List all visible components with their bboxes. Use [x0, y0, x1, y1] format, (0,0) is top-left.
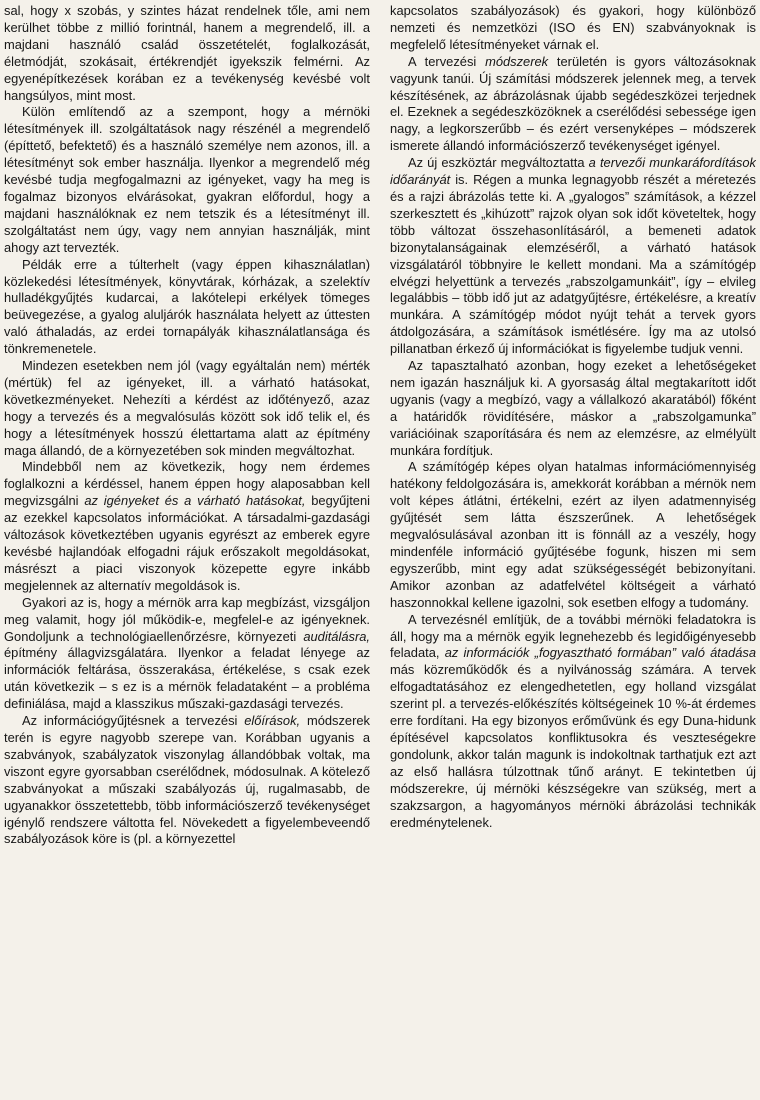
emphasized-text: auditálásra,	[303, 628, 370, 644]
paragraph	[390, 3, 756, 54]
paragraph	[390, 155, 756, 358]
text-run: A tervezési	[408, 53, 486, 69]
text-run: Külön említendő az a szempont, hogy a mérnöki létesítmények ill. szolgáltatások nagy részénél a megrendelő (építtető, befektető) és a használó személye nem azonos, ill. a létesítményt sok ember használja. Ilyenkor a megrendelő még kevésbé tudja megfogalmazni az igényeket, vagy ha meg is fogalmaz bizonyos elvárásokat, gyakran előfordul, hogy a majdani használóknak ez nem tetszik és a létesítményt ill. szolgáltatást nem úgy, vagy nem annyian használják, mint ahogy azt tervezték.	[4, 104, 370, 255]
paragraph	[4, 595, 370, 713]
right-column	[390, 3, 756, 1100]
emphasized-text: módszerek	[485, 53, 549, 69]
paragraph	[390, 54, 756, 155]
text-run: más közreműködők és a nyilvánosság számára. A tervek elfogadtatásához ez elengedhetetlen, egy holland vizsgálat szerint pl. a tervezés-előkészítés költségeinek 10 %-át érdemes erre fordítani. Ha egy bizonyos erőművünk és egy Duna-hidunk építésével kapcsolatos konfliktusokra és veszteségekre gondolunk, akkor talán magunk is indokoltnak tarthatjuk ezt azt az első hallásra túlzottnak tűnő arányt. E tekintetben új módszerekre, új mérnöki készségekre van szükség, mert a szakzsargon, a hagyományos mérnöki ábrázolási technikák eredménytelenek.	[390, 662, 756, 830]
paragraph	[390, 358, 756, 459]
text-run: kapcsolatos szabályozások) és gyakori, hogy különböző nemzeti és nemzetközi (ISO és EN) szabványoknak is megfelelő létesítményeket várnak el.	[390, 3, 756, 52]
paragraph	[390, 459, 756, 611]
text-run: sal, hogy x szobás, y szintes házat rendelnek tőle, ami nem kerülhet többe z millió forintnál, hanem a megrendelő, ill. a majdani használó család összetételét, foglalkozását, életmódját, szokásait, értékrendjét igyekszik felmérni. Az egyenépítkezések korában ez a tevékenység kevésbé volt hangsúlyos, mint most.	[4, 3, 370, 103]
emphasized-text: a tervezői munkaráfordítások időarányát	[390, 155, 756, 188]
text-run: területén is gyors változásoknak vagyunk tanúi. Új számítási módszerek jelennek meg, a tervek készítésének, az ábrázolásnak újabb segédeszközei terjednek el. Ezeknek a segédeszközöknek a cserélődési sebessége igen nagy, a legkorszerűbb – és ezért versenyképes – módszerek ismerete állandó információszerző tevékenységet igényel.	[390, 53, 756, 154]
text-run: Az tapasztalható azonban, hogy ezeket a lehetőségeket nem igazán használjuk ki. A gyorsaság által megtakarított időt ugyanis (vagy a megbízó, vagy a vállalkozó akaratából) főként a határidők rövidítésére, máskor a „rabszolgamunka” variációinak szaporítására és nem az elemzésre, az elmélyült munkára fordítjuk.	[390, 358, 756, 458]
paragraph	[390, 612, 756, 832]
text-run: építmény állagvizsgálatára. Ilyenkor a feladat lényege az információk feltárása, összerakása, értékelése, s csak ezek után következik – s ez is a mérnök feladataként – a probléma definiálása, majd a klasszikus műszaki-gazdasági tervezés.	[4, 645, 370, 712]
emphasized-text: előírások,	[244, 713, 301, 729]
paragraph	[4, 104, 370, 256]
emphasized-text: az információk „fogyasztható formában” való átadása	[444, 645, 756, 661]
paragraph	[4, 713, 370, 848]
paragraph	[4, 459, 370, 594]
text-run: Példák erre a túlterhelt (vagy éppen kihasználatlan) közlekedési létesítmények, könyvtárak, kórházak, a szelektív hulladékgyűjtés kudarcai, a lakótelepi erkélyek tömeges beüvegezése, a gyalog aluljárók használata helyett az úttesten való áthaladás, az erdei tornapályák kihasználatlansága és tönkremenetele.	[4, 256, 370, 357]
text-run: A számítógép képes olyan hatalmas információmennyiség hatékony feldolgozására is, amekkorát korábban a mérnök nem volt képes átlátni, értékelni, ezért az ilyen adatmennyiség gyűjtését sem látta észszerűnek. A lehetőségek megvalósulásával azonban itt is fönnáll az a veszély, hogy mindenféle információ gyűjtésébe fogunk, hiszen mi sem egyszerűbb, mint egy adat szükségességét bebizonyítani. Amikor azonban az adatfelvétel költségeit a várható haszonnokkal kellene igazolni, sok esetben elfogy a tudomány.	[390, 459, 756, 610]
text-run: Az új eszköztár megváltoztatta	[408, 155, 589, 171]
text-run: begyűjteni az ezekkel kapcsolatos információkat. A társadalmi-gazdasági változások következtében ugyanis egyrészt az emberek egyre kevésbé hajlandóak elfogadni rájuk erőszakolt megoldásokat, másrészt a piaci viszonyok közepette egyre inkább megjelennek az alternatív megoldások is.	[4, 493, 370, 593]
text-run: Mindezen esetekben nem jól (vagy egyáltalán nem) mérték (mértük) fel az igényeket, ill. a várható hatásokat, következményeket. Nehezíti a kérdést az időtényező, azaz hogy a tervezés és a megvalósulás között sok idő telik el, és hogy a létesítmények hosszú élettartama alatt az építmény maga állandó, de a környezetében sok minden megváltozhat.	[4, 358, 370, 458]
text-run: A tervezésnél említjük, de a további mérnöki feladatokra is áll, hogy ma a mérnök egyik legnehezebb és legidőigényesebb feladata,	[390, 611, 756, 661]
text-run: módszerek terén is egyre nagyobb szerepe van. Korábban ugyanis a szabványok, szabályzatok viszonylag állandóbbak voltak, ma viszont egyre gyorsabban cserélődnek, módosulnak. A kötelező szabványokat a műszaki szabályozás új, rugalmasabb, de ugyanakkor összetettebb, több információszerző tevékenységet igénylő rendszere váltotta fel. Növekedett a figyelembeveendő szabályozások köre is (pl. a környezettel	[4, 713, 370, 847]
paragraph	[4, 257, 370, 358]
paragraph	[4, 3, 370, 104]
text-run: is. Régen a munka legnagyobb részét a méretezés és a rajzi ábrázolás tette ki. A „gyalogos” számítások, a kézzel szerkesztett és „kihúzott” rajzok olyan sok időt követeltek, hogy több változat összehasonlításáról, a bemeneti adatok bizonytalanságainak elemzéséről, a várható hatások vizsgálatáról többnyire le kellett mondani. Ma a számítógép elvégzi helyettünk a tervezés „rabszolgamunkáit”, így – elvileg legalábbis – több idő jut az adatgyűjtésre, értékelésre, a kreatív munkára. A számítógép módot nyújt tehát a tervek gyors átdolgozására, a számítások ismétlésére. Így ma az utolsó pillanatban érkező új információkat is figyelembe tudjuk venni.	[390, 172, 756, 357]
text-run: Gyakori az is, hogy a mérnök arra kap megbízást, vizsgáljon meg valamit, hogy jól működik-e, megfelel-e az igényeknek. Gondoljunk a technológiaellenőrzésre, környezeti	[4, 594, 370, 644]
text-run: Mindebből nem az következik, hogy nem érdemes foglalkozni a kérdéssel, hanem éppen hogy alaposabban kell megvizsgálni	[4, 459, 370, 509]
left-column	[4, 3, 370, 1100]
text-run: Az információgyűjtésnek a tervezési	[22, 713, 245, 729]
paragraph	[4, 358, 370, 459]
emphasized-text: az igényeket és a várható hatásokat,	[84, 493, 306, 509]
